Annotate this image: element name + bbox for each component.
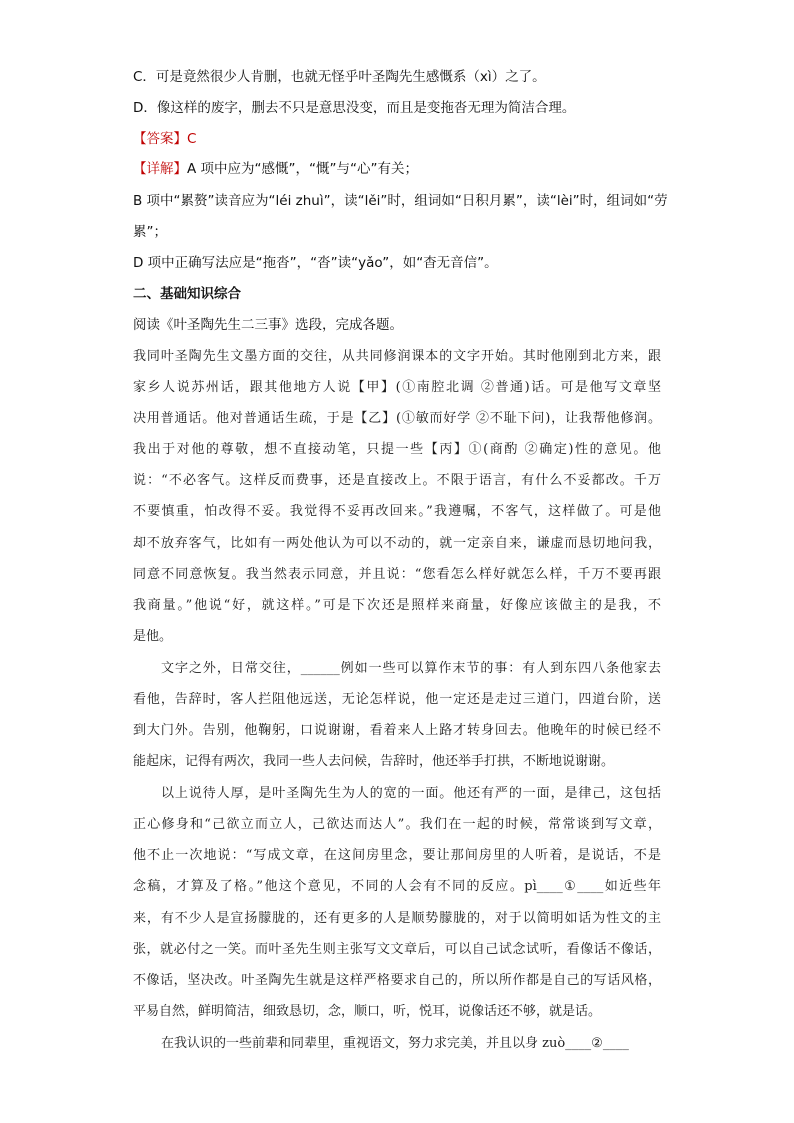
answer-label: 【答案】C bbox=[133, 131, 197, 147]
passage-line: 平易自然，鲜明简洁，细致恳切，念，顺口，听，悦耳，说像话还不够，就是话。 bbox=[133, 1004, 602, 1019]
passage-line: 说：“不必客气。这样反而费事，还是直接改上。不限于语言，有什么不妥都改。千万 bbox=[133, 473, 661, 488]
detail-text-a: A 项中应为“感慨”，“慨”与“心”有关； bbox=[187, 161, 418, 177]
passage-line: 我商量。”他说“好，就这样。”可是下次还是照样来商量，好像应该做主的是我，不 bbox=[133, 598, 661, 613]
section-heading: 二、基础知识综合 bbox=[133, 286, 241, 302]
passage-line: 不要慎重，怕改得不妥。我觉得不妥再改回来。”我遵嘱，不客气，这样做了。可是他 bbox=[133, 504, 661, 519]
passage-line: 看他，告辞时，客人拦阻他远送，无论怎样说，他一定还是走过三道门，四道台阶，送 bbox=[133, 692, 661, 707]
passage-line: 张，就必付之一笑。而叶圣先生则主张写文文章后，可以自己试念试听，看像话不像话， bbox=[133, 942, 661, 957]
passage-line: 决用普通话。他对普通话生疏，于是【乙】(①敏而好学 ②不耻下问)，让我帮他修润。 bbox=[133, 411, 661, 426]
passage-line: 正心修身和“己欲立而立人，己欲达而达人”。我们在一起的时候，常常谈到写文章， bbox=[133, 817, 661, 832]
passage-line: 他不止一次地说：“写成文章，在这间房里念，要让那间房里的人听着，是说话，不是 bbox=[133, 848, 661, 863]
passage-line: 我同叶圣陶先生文墨方面的交往，从共同修润课本的文字开始。其时他刚到北方来，跟 bbox=[133, 349, 661, 364]
passage-line: 来，有不少人是宣扬朦胧的，还有更多的人是顺势朦胧的，对于以简明如话为性文的主 bbox=[133, 911, 661, 926]
detail-label: 【详解】 bbox=[133, 161, 187, 177]
detail-line-2: B 项中“累赘”读音应为“léi zhuì”，读“lěi”时，组词如“日积月累”，读“lèi”时，组词如“劳 bbox=[133, 193, 668, 209]
option-c: C．可是竟然很少人肯删，也就无怪乎叶圣陶先生感慨系（xì）之了。 bbox=[133, 69, 546, 85]
passage-line: 到大门外。告别，他鞠躬，口说谢谢，看着来人上路才转身回去。他晚年的时候已经不 bbox=[133, 723, 661, 738]
passage-line: 是他。 bbox=[133, 629, 173, 644]
section-instruction: 阅读《叶圣陶先生二三事》选段，完成各题。 bbox=[133, 317, 403, 333]
passage-line: 以上说待人厚，是叶圣陶先生为人的宽的一面。他还有严的一面，是律己，这包括 bbox=[161, 786, 661, 801]
detail-line-4: D 项中正确写法应是“拖沓”，“沓”读“yǎo”，如“杳无音信”。 bbox=[133, 255, 498, 271]
detail-line-3: 累”； bbox=[133, 224, 167, 240]
passage-line: 不像话，坚决改。叶圣陶先生就是这样严格要求自己的，所以所作都是自己的写话风格， bbox=[133, 973, 661, 988]
option-d: D．像这样的废字，删去不只是意思没变，而且是变拖沓无理为简洁合理。 bbox=[133, 100, 576, 116]
passage-line: 能起床，记得有两次，我同一些人去问候，告辞时，他还举手打拱，不断地说谢谢。 bbox=[133, 754, 615, 769]
passage-line: 却不放弃客气，比如有一两处他认为可以不动的，就一定亲自来，谦虚而恳切地问我， bbox=[133, 536, 661, 551]
passage-line: 同意不同意恢复。我当然表示同意，并且说：“您看怎么样好就怎么样，千万不要再跟 bbox=[133, 567, 661, 582]
passage-line: 念稿，才算及了格。”他这个意见，不同的人会有不同的反应。pì____①____如近些年 bbox=[133, 879, 661, 894]
passage-line: 文字之外，日常交往，______例如一些可以算作末节的事：有人到东四八条他家去 bbox=[161, 661, 661, 676]
detail-line-1 bbox=[133, 160, 418, 178]
passage-line: 我出于对他的尊敬，想不直接动笔，只提一些【丙】①(商酌 ②确定)性的意见。他 bbox=[133, 442, 661, 457]
passage-line: 家乡人说苏州话，跟其他地方人说【甲】(①南腔北调 ②普通)话。可是他写文章坚 bbox=[133, 380, 661, 395]
passage-line: 在我认识的一些前辈和同辈里，重视语文，努力求完美，并且以身 zuò____②____ bbox=[161, 1036, 629, 1051]
